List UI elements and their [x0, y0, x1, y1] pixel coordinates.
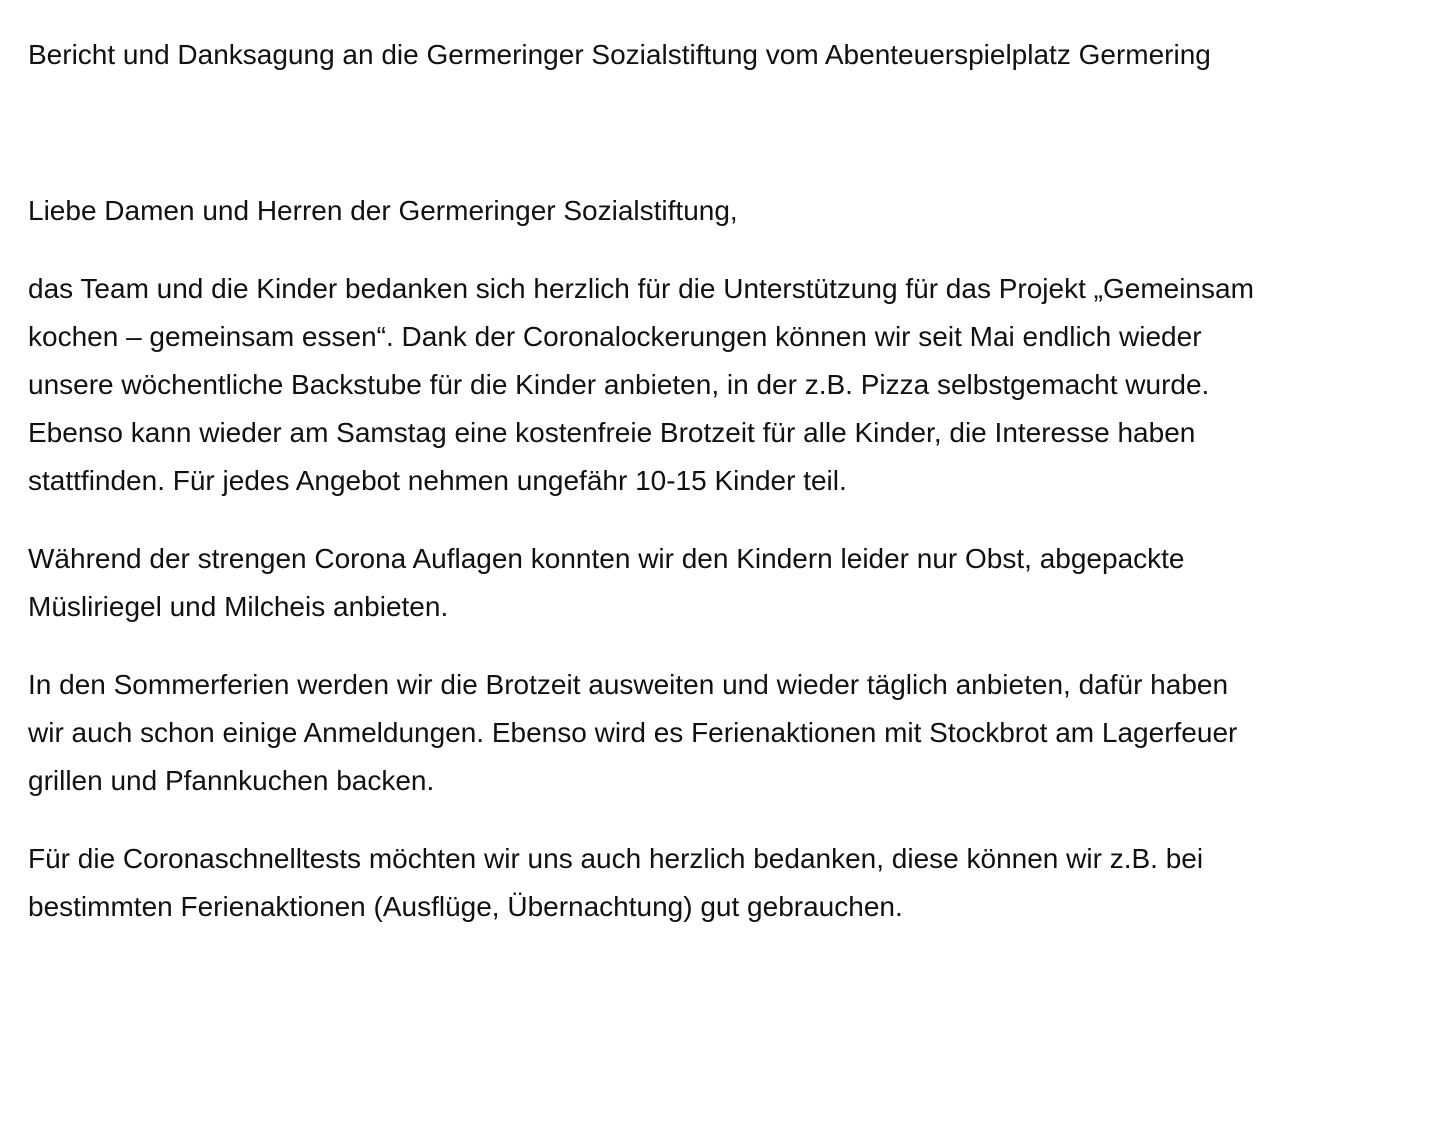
paragraph-line: wir auch schon einige Anmeldungen. Ebenso wird es Ferienaktionen mit Stockbrot am Lagerfeuer: [28, 717, 1238, 748]
paragraph-line: Während der strengen Corona Auflagen konnten wir den Kindern leider nur Obst, abgepackte: [28, 543, 1185, 574]
paragraph-line: unsere wöchentliche Backstube für die Kinder anbieten, in der z.B. Pizza selbstgemacht wurde.: [28, 369, 1210, 400]
paragraph-thanks-project: [28, 265, 1428, 505]
salutation: Liebe Damen und Herren der Germeringer Sozialstiftung,: [28, 195, 738, 226]
document-title: Bericht und Danksagung an die Germeringer Sozialstiftung vom Abenteuerspielplatz Germering: [28, 39, 1211, 70]
paragraph-line: kochen – gemeinsam essen“. Dank der Coronalockerungen können wir seit Mai endlich wieder: [28, 321, 1202, 352]
document-page: [28, 0, 1428, 931]
paragraph-line: Müsliriegel und Milcheis anbieten.: [28, 591, 449, 622]
paragraph-rapid-tests: [28, 835, 1428, 931]
paragraph-line: das Team und die Kinder bedanken sich herzlich für die Unterstützung für das Projekt „Gemeinsam: [28, 273, 1254, 304]
paragraph-corona-restrictions: [28, 535, 1428, 631]
paragraph-line: Für die Coronaschnelltests möchten wir uns auch herzlich bedanken, diese können wir z.B. bei: [28, 843, 1204, 874]
paragraph-summer-holidays: [28, 661, 1428, 805]
paragraph-line: stattfinden. Für jedes Angebot nehmen ungefähr 10-15 Kinder teil.: [28, 465, 847, 496]
paragraph-line: bestimmten Ferienaktionen (Ausflüge, Übernachtung) gut gebrauchen.: [28, 891, 903, 922]
paragraph-line: Ebenso kann wieder am Samstag eine kostenfreie Brotzeit für alle Kinder, die Interesse haben: [28, 417, 1196, 448]
paragraph-line: grillen und Pfannkuchen backen.: [28, 765, 435, 796]
paragraph-line: In den Sommerferien werden wir die Brotzeit ausweiten und wieder täglich anbieten, dafür haben: [28, 669, 1229, 700]
